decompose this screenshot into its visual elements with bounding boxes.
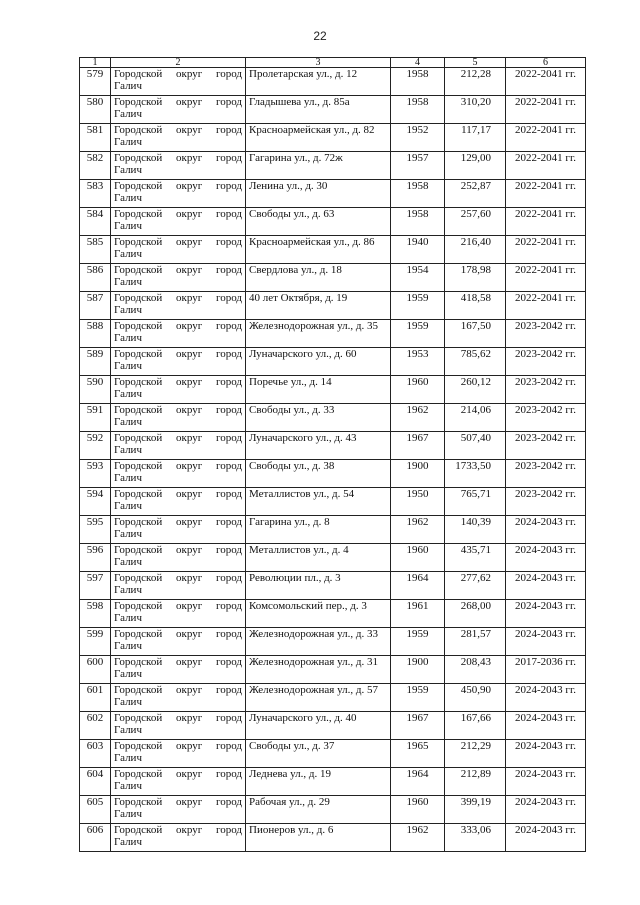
row-number-cell: 594: [80, 488, 111, 516]
row-number-cell: 606: [80, 824, 111, 852]
column-header: 5: [445, 58, 506, 68]
table-row: [80, 264, 586, 292]
year-cell: 1960: [391, 376, 445, 404]
period-cell: 2023-2042 гг.: [506, 460, 586, 488]
address-cell: Луначарского ул., д. 40: [246, 712, 391, 740]
row-number-cell: 596: [80, 544, 111, 572]
area-cell: 268,00: [445, 600, 506, 628]
table-row: [80, 404, 586, 432]
year-cell: 1960: [391, 796, 445, 824]
period-cell: 2024-2043 гг.: [506, 516, 586, 544]
row-number-cell: 591: [80, 404, 111, 432]
table-row: [80, 376, 586, 404]
address-cell: Красноармейская ул., д. 86: [246, 236, 391, 264]
table-row: [80, 656, 586, 684]
period-cell: 2022-2041 гг.: [506, 236, 586, 264]
area-cell: 129,00: [445, 152, 506, 180]
row-number-cell: 587: [80, 292, 111, 320]
year-cell: 1958: [391, 68, 445, 96]
address-cell: Комсомольский пер., д. 3: [246, 600, 391, 628]
year-cell: 1950: [391, 488, 445, 516]
table-row: [80, 628, 586, 656]
row-number-cell: 600: [80, 656, 111, 684]
table-row: [80, 824, 586, 852]
area-cell: 418,58: [445, 292, 506, 320]
address-cell: Свердлова ул., д. 18: [246, 264, 391, 292]
area-cell: 333,06: [445, 824, 506, 852]
period-cell: 2023-2042 гг.: [506, 404, 586, 432]
row-number-cell: 586: [80, 264, 111, 292]
area-cell: 216,40: [445, 236, 506, 264]
row-number-cell: 604: [80, 768, 111, 796]
year-cell: 1952: [391, 124, 445, 152]
year-cell: 1940: [391, 236, 445, 264]
table-row: [80, 180, 586, 208]
row-number-cell: 592: [80, 432, 111, 460]
table-row: [80, 796, 586, 824]
area-cell: 450,90: [445, 684, 506, 712]
municipality-cell: Городской округ город Галич: [111, 460, 246, 488]
year-cell: 1900: [391, 460, 445, 488]
table-row: [80, 600, 586, 628]
period-cell: 2022-2041 гг.: [506, 264, 586, 292]
area-cell: 212,89: [445, 768, 506, 796]
area-cell: 257,60: [445, 208, 506, 236]
municipality-cell: Городской округ город Галич: [111, 516, 246, 544]
row-number-cell: 602: [80, 712, 111, 740]
area-cell: 765,71: [445, 488, 506, 516]
year-cell: 1953: [391, 348, 445, 376]
row-number-cell: 593: [80, 460, 111, 488]
year-cell: 1960: [391, 544, 445, 572]
row-number-cell: 595: [80, 516, 111, 544]
row-number-cell: 601: [80, 684, 111, 712]
address-cell: Революции пл., д. 3: [246, 572, 391, 600]
year-cell: 1962: [391, 404, 445, 432]
municipality-cell: Городской округ город Галич: [111, 768, 246, 796]
column-header: 6: [506, 58, 586, 68]
year-cell: 1964: [391, 572, 445, 600]
municipality-cell: Городской округ город Галич: [111, 236, 246, 264]
municipality-cell: Городской округ город Галич: [111, 432, 246, 460]
row-number-cell: 598: [80, 600, 111, 628]
column-header: 2: [111, 58, 246, 68]
period-cell: 2022-2041 гг.: [506, 152, 586, 180]
row-number-cell: 581: [80, 124, 111, 152]
area-cell: 1733,50: [445, 460, 506, 488]
municipality-cell: Городской округ город Галич: [111, 796, 246, 824]
address-cell: Железнодорожная ул., д. 35: [246, 320, 391, 348]
period-cell: 2022-2041 гг.: [506, 180, 586, 208]
period-cell: 2022-2041 гг.: [506, 124, 586, 152]
row-number-cell: 580: [80, 96, 111, 124]
address-cell: Гладышева ул., д. 85а: [246, 96, 391, 124]
table-row: [80, 68, 586, 96]
area-cell: 507,40: [445, 432, 506, 460]
year-cell: 1967: [391, 712, 445, 740]
table-row: [80, 236, 586, 264]
municipality-cell: Городской округ город Галич: [111, 404, 246, 432]
municipality-cell: Городской округ город Галич: [111, 180, 246, 208]
table-header-row: [80, 58, 586, 68]
table-row: [80, 292, 586, 320]
column-header: 1: [80, 58, 111, 68]
column-header: 4: [391, 58, 445, 68]
column-header: 3: [246, 58, 391, 68]
period-cell: 2023-2042 гг.: [506, 320, 586, 348]
address-cell: Железнодорожная ул., д. 57: [246, 684, 391, 712]
municipality-cell: Городской округ город Галич: [111, 600, 246, 628]
area-cell: 281,57: [445, 628, 506, 656]
row-number-cell: 588: [80, 320, 111, 348]
area-cell: 435,71: [445, 544, 506, 572]
address-cell: Железнодорожная ул., д. 33: [246, 628, 391, 656]
housing-register-table: [79, 57, 586, 852]
period-cell: 2024-2043 гг.: [506, 600, 586, 628]
area-cell: 260,12: [445, 376, 506, 404]
row-number-cell: 585: [80, 236, 111, 264]
municipality-cell: Городской округ город Галич: [111, 320, 246, 348]
year-cell: 1959: [391, 292, 445, 320]
table-row: [80, 460, 586, 488]
address-cell: Луначарского ул., д. 60: [246, 348, 391, 376]
address-cell: Ленина ул., д. 30: [246, 180, 391, 208]
address-cell: Луначарского ул., д. 43: [246, 432, 391, 460]
period-cell: 2024-2043 гг.: [506, 796, 586, 824]
table-row: [80, 320, 586, 348]
table-row: [80, 544, 586, 572]
period-cell: 2023-2042 гг.: [506, 432, 586, 460]
row-number-cell: 603: [80, 740, 111, 768]
year-cell: 1959: [391, 320, 445, 348]
year-cell: 1965: [391, 740, 445, 768]
period-cell: 2024-2043 гг.: [506, 740, 586, 768]
table-row: [80, 768, 586, 796]
table-row: [80, 432, 586, 460]
municipality-cell: Городской округ город Галич: [111, 96, 246, 124]
address-cell: Свободы ул., д. 33: [246, 404, 391, 432]
row-number-cell: 579: [80, 68, 111, 96]
address-cell: Железнодорожная ул., д. 31: [246, 656, 391, 684]
period-cell: 2017-2036 гг.: [506, 656, 586, 684]
area-cell: 140,39: [445, 516, 506, 544]
period-cell: 2022-2041 гг.: [506, 292, 586, 320]
municipality-cell: Городской округ город Галич: [111, 824, 246, 852]
address-cell: Свободы ул., д. 38: [246, 460, 391, 488]
row-number-cell: 583: [80, 180, 111, 208]
period-cell: 2022-2041 гг.: [506, 68, 586, 96]
year-cell: 1958: [391, 96, 445, 124]
table-row: [80, 740, 586, 768]
row-number-cell: 590: [80, 376, 111, 404]
period-cell: 2024-2043 гг.: [506, 768, 586, 796]
address-cell: Пролетарская ул., д. 12: [246, 68, 391, 96]
table-row: [80, 516, 586, 544]
municipality-cell: Городской округ город Галич: [111, 488, 246, 516]
address-cell: Пионеров ул., д. 6: [246, 824, 391, 852]
municipality-cell: Городской округ город Галич: [111, 68, 246, 96]
table-row: [80, 572, 586, 600]
address-cell: Гагарина ул., д. 72ж: [246, 152, 391, 180]
area-cell: 399,19: [445, 796, 506, 824]
address-cell: Леднева ул., д. 19: [246, 768, 391, 796]
page-number: 22: [313, 29, 327, 43]
row-number-cell: 589: [80, 348, 111, 376]
area-cell: 310,20: [445, 96, 506, 124]
year-cell: 1958: [391, 208, 445, 236]
period-cell: 2023-2042 гг.: [506, 376, 586, 404]
period-cell: 2024-2043 гг.: [506, 628, 586, 656]
period-cell: 2024-2043 гг.: [506, 544, 586, 572]
table-row: [80, 124, 586, 152]
row-number-cell: 597: [80, 572, 111, 600]
period-cell: 2023-2042 гг.: [506, 348, 586, 376]
address-cell: Металлистов ул., д. 4: [246, 544, 391, 572]
period-cell: 2023-2042 гг.: [506, 488, 586, 516]
table-row: [80, 684, 586, 712]
year-cell: 1964: [391, 768, 445, 796]
address-cell: Свободы ул., д. 37: [246, 740, 391, 768]
municipality-cell: Городской округ город Галич: [111, 152, 246, 180]
period-cell: 2024-2043 гг.: [506, 572, 586, 600]
table-row: [80, 208, 586, 236]
year-cell: 1958: [391, 180, 445, 208]
period-cell: 2024-2043 гг.: [506, 824, 586, 852]
area-cell: 214,06: [445, 404, 506, 432]
year-cell: 1959: [391, 684, 445, 712]
address-cell: Рабочая ул., д. 29: [246, 796, 391, 824]
municipality-cell: Городской округ город Галич: [111, 628, 246, 656]
area-cell: 208,43: [445, 656, 506, 684]
address-cell: Поречье ул., д. 14: [246, 376, 391, 404]
municipality-cell: Городской округ город Галич: [111, 208, 246, 236]
period-cell: 2022-2041 гг.: [506, 96, 586, 124]
year-cell: 1957: [391, 152, 445, 180]
table-row: [80, 96, 586, 124]
area-cell: 117,17: [445, 124, 506, 152]
year-cell: 1959: [391, 628, 445, 656]
area-cell: 277,62: [445, 572, 506, 600]
year-cell: 1961: [391, 600, 445, 628]
area-cell: 212,28: [445, 68, 506, 96]
period-cell: 2024-2043 гг.: [506, 684, 586, 712]
year-cell: 1962: [391, 824, 445, 852]
year-cell: 1900: [391, 656, 445, 684]
row-number-cell: 582: [80, 152, 111, 180]
municipality-cell: Городской округ город Галич: [111, 348, 246, 376]
address-cell: Гагарина ул., д. 8: [246, 516, 391, 544]
municipality-cell: Городской округ город Галич: [111, 292, 246, 320]
address-cell: Свободы ул., д. 63: [246, 208, 391, 236]
row-number-cell: 599: [80, 628, 111, 656]
municipality-cell: Городской округ город Галич: [111, 684, 246, 712]
row-number-cell: 605: [80, 796, 111, 824]
municipality-cell: Городской округ город Галич: [111, 740, 246, 768]
table-row: [80, 152, 586, 180]
period-cell: 2024-2043 гг.: [506, 712, 586, 740]
municipality-cell: Городской округ город Галич: [111, 544, 246, 572]
year-cell: 1967: [391, 432, 445, 460]
municipality-cell: Городской округ город Галич: [111, 264, 246, 292]
area-cell: 167,50: [445, 320, 506, 348]
municipality-cell: Городской округ город Галич: [111, 376, 246, 404]
address-cell: Металлистов ул., д. 54: [246, 488, 391, 516]
area-cell: 785,62: [445, 348, 506, 376]
area-cell: 178,98: [445, 264, 506, 292]
address-cell: Красноармейская ул., д. 82: [246, 124, 391, 152]
area-cell: 167,66: [445, 712, 506, 740]
period-cell: 2022-2041 гг.: [506, 208, 586, 236]
table-row: [80, 488, 586, 516]
table-row: [80, 712, 586, 740]
year-cell: 1962: [391, 516, 445, 544]
table-row: [80, 348, 586, 376]
municipality-cell: Городской округ город Галич: [111, 124, 246, 152]
municipality-cell: Городской округ город Галич: [111, 572, 246, 600]
address-cell: 40 лет Октября, д. 19: [246, 292, 391, 320]
area-cell: 212,29: [445, 740, 506, 768]
area-cell: 252,87: [445, 180, 506, 208]
municipality-cell: Городской округ город Галич: [111, 712, 246, 740]
year-cell: 1954: [391, 264, 445, 292]
municipality-cell: Городской округ город Галич: [111, 656, 246, 684]
row-number-cell: 584: [80, 208, 111, 236]
